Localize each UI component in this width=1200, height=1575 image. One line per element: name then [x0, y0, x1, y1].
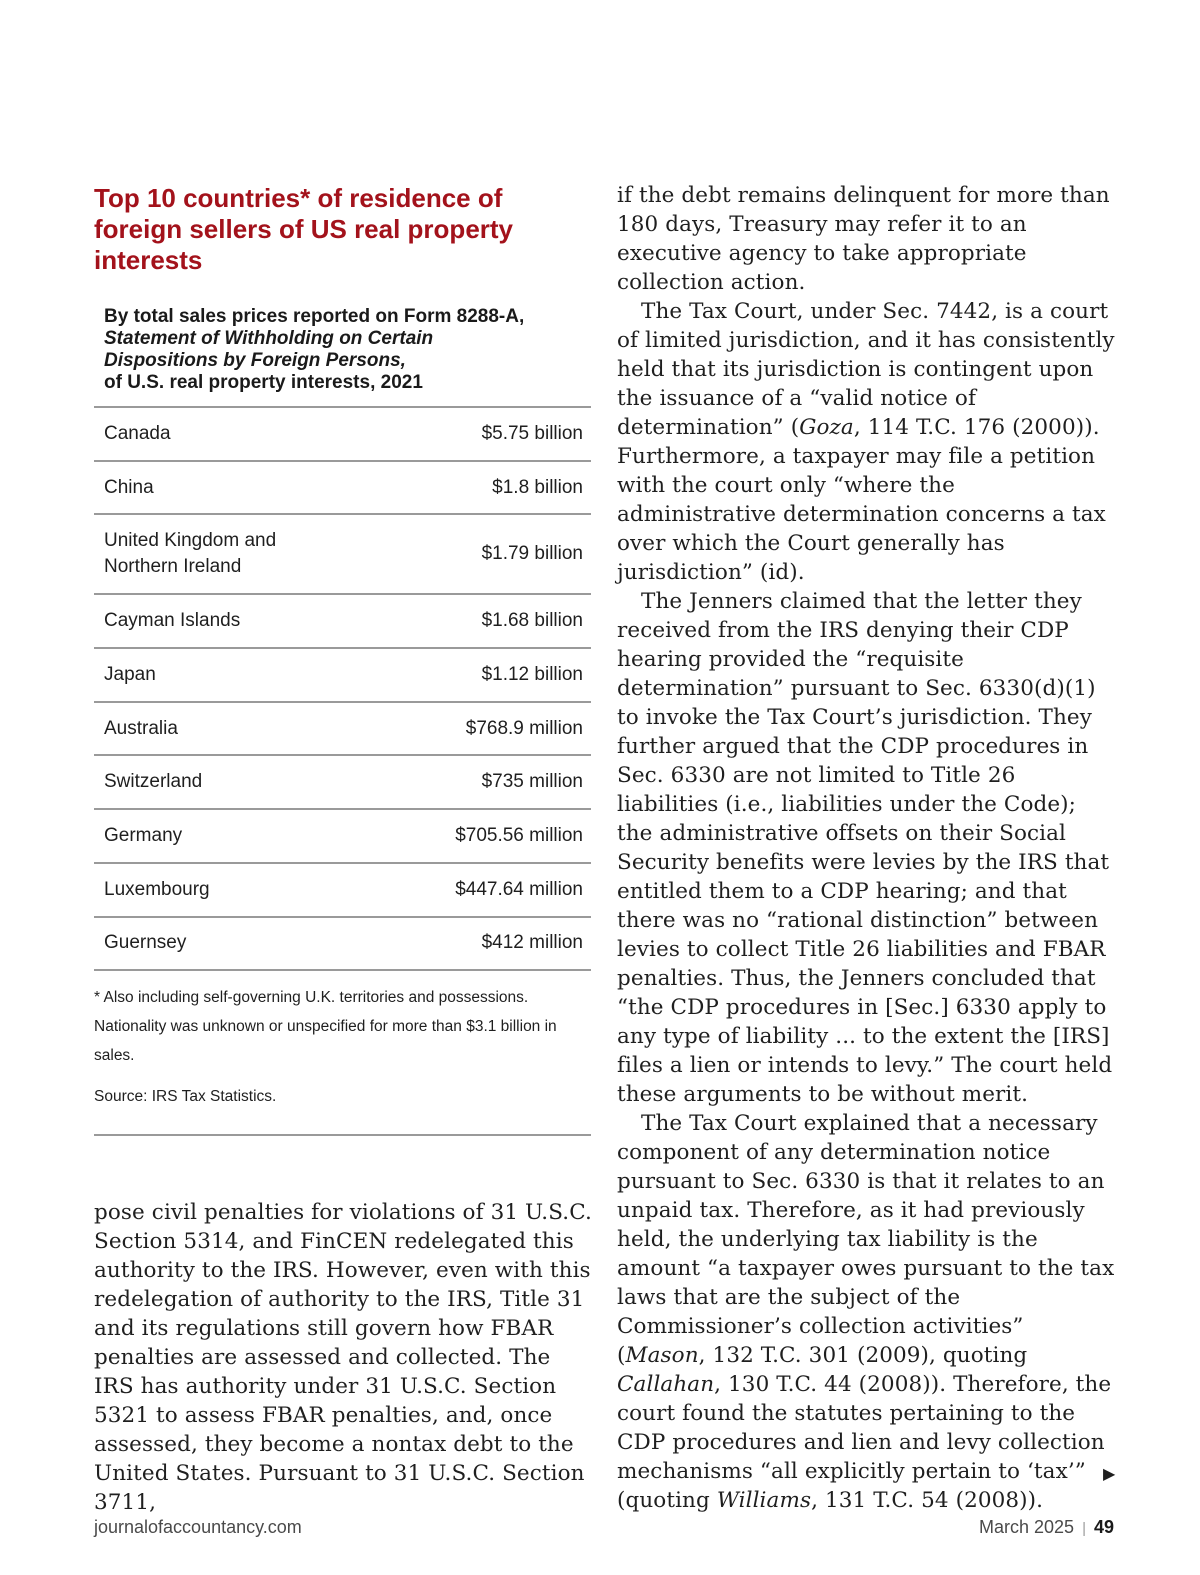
continue-arrow-icon: ▶ [1103, 1466, 1116, 1483]
text-run: , 132 T.C. 301 (2009), quoting [698, 1343, 1028, 1368]
sales-value: $412 million [481, 932, 583, 954]
subtitle-line-1: By total sales prices reported on Form 8288-A, [104, 306, 525, 327]
country-name: Luxembourg [104, 878, 210, 900]
sidebar-bottom-divider [94, 1134, 591, 1136]
subtitle-italic-1: Statement of Withholding on Certain [104, 328, 434, 349]
countries-table [94, 406, 591, 971]
table-row [94, 756, 591, 810]
table-row [94, 703, 591, 757]
footer-separator: | [1082, 1520, 1086, 1537]
text-run: , 130 T.C. 44 (2008)). Therefore, the court found the statutes pertaining to the CDP procedures and lien and levy collection mechanisms “all explicitly pertain to ‘tax’” (quoting [617, 1372, 1112, 1513]
table-row [94, 595, 591, 649]
sales-value: $1.12 billion [481, 663, 583, 685]
footer-url: journalofaccountancy.com [94, 1517, 302, 1537]
table-row [94, 864, 591, 918]
sidebar-subtitle [104, 306, 591, 394]
sales-value: $5.75 billion [481, 422, 583, 444]
country-name: Canada [104, 422, 171, 444]
text-run: The Tax Court, under Sec. 7442, is a court of limited jurisdiction, and it has consistently held that its jurisdiction is contingent upon the issuance of a “valid notice of determination” ( [617, 299, 1115, 440]
left-paragraph: pose civil penalties for violations of 31 U.S.C. Section 5314, and FinCEN redelegated this authority to the IRS. However, even with this redelegation of authority to the IRS, Title 31 and its regulations still govern how FBAR penalties are assessed and collected. The IRS has authority under 31 U.S.C. Section 5321 to assess FBAR penalties, and, once assessed, they become a nontax debt to the United States. Pursuant to 31 U.S.C. Section 3711, [94, 1200, 592, 1515]
right-column [617, 181, 1117, 1515]
text-run: , 131 T.C. 54 (2008)). [811, 1488, 1044, 1513]
sales-value: $447.64 million [455, 878, 583, 900]
right-paragraph-4 [617, 1109, 1117, 1515]
subtitle-line-2: of U.S. real property interests, 2021 [104, 372, 423, 393]
text-run: , 114 T.C. 176 (2000)). Furthermore, a taxpayer may file a petition with the court only “where the administrative determination concerns a tax over which the Court generally has jurisdiction” (id). [617, 415, 1106, 585]
country-name: United Kingdom and Northern Ireland [104, 530, 277, 578]
country-name: Germany [104, 824, 183, 846]
text-run: The Tax Court explained that a necessary component of any determination notice pursuant to Sec. 6330 is that it relates to an unpaid tax. Therefore, as it had previously held, the underlying tax liability is the amount “a taxpayer owes pursuant to the tax laws that are the subject of the Commissioner’s collection activities” ( [617, 1111, 1115, 1368]
table-row [94, 408, 591, 462]
sales-value: $1.8 billion [492, 476, 583, 498]
table-row [94, 918, 591, 972]
sidebar-source: Source: IRS Tax Statistics. [94, 1088, 277, 1106]
case-name: Williams [716, 1488, 812, 1513]
footer-date: March 2025 [979, 1517, 1075, 1537]
sales-value: $768.9 million [465, 717, 583, 739]
subtitle-italic-2: Dispositions by Foreign Persons, [104, 350, 406, 371]
sidebar-title: Top 10 countries* of residence of foreign sellers of US real property interests [94, 183, 514, 275]
table-row [94, 515, 591, 595]
country-name: Australia [104, 717, 178, 739]
country-name: Japan [104, 663, 156, 685]
table-row [94, 810, 591, 864]
country-name: Cayman Islands [104, 610, 241, 632]
case-name: Goza [799, 415, 854, 440]
right-paragraph-2 [617, 297, 1117, 587]
page-number: 49 [1093, 1517, 1114, 1537]
sidebar-box [94, 183, 591, 1108]
left-column [94, 1198, 594, 1517]
country-name: Guernsey [104, 932, 187, 954]
sales-value: $735 million [481, 771, 583, 793]
sales-value: $1.79 billion [481, 543, 583, 565]
right-paragraph-3: The Jenners claimed that the letter they received from the IRS denying their CDP hearing provided the “requisite determination” pursuant to Sec. 6330(d)(1) to invoke the Tax Court’s jurisdiction. They further argued that the CDP procedures in Sec. 6330 are not limited to Title 26 liabilities (i.e., liabilities under the Code); the administrative offsets on their Social Security benefits were levies by the IRS that entitled them to a CDP hearing; and that there was no “rational distinction” between levies to collect Title 26 liabilities and FBAR penalties. Thus, the Jenners concluded that “the CDP procedures in [Sec.] 6330 apply to any type of liability ... to the extent the [IRS] files a lien or intends to levy.” The court held these arguments to be without merit. [617, 589, 1113, 1107]
sidebar-footnote: * Also including self-governing U.K. territories and possessions. Nationality was unknown or unspecified for more than $3.1 billion in sales. [94, 989, 557, 1065]
country-name: Switzerland [104, 771, 203, 793]
table-row [94, 462, 591, 516]
case-name: Mason [625, 1343, 699, 1368]
right-paragraph-1: if the debt remains delinquent for more than 180 days, Treasury may refer it to an executive agency to take appropriate collection action. [617, 183, 1110, 295]
table-row [94, 649, 591, 703]
sales-value: $705.56 million [455, 824, 583, 846]
case-name: Callahan [617, 1372, 715, 1397]
country-name: China [104, 476, 154, 498]
sales-value: $1.68 billion [481, 610, 583, 632]
footer-page-info [979, 1517, 1114, 1538]
